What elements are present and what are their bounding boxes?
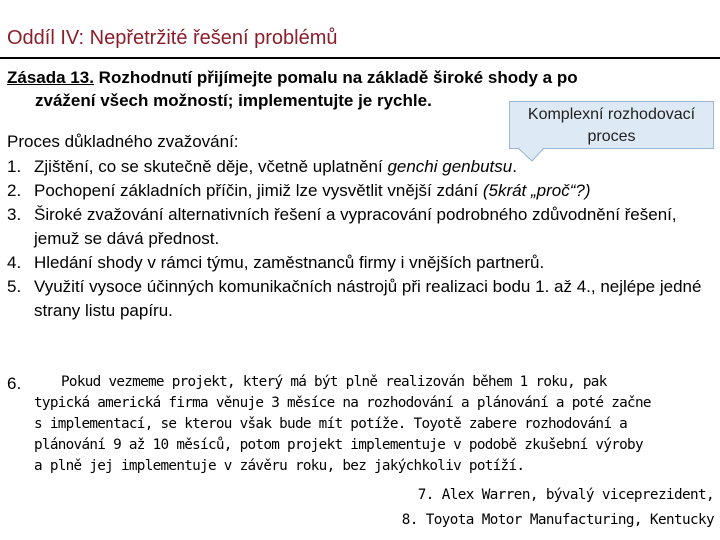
process-steps (7, 155, 712, 323)
step-number: 4. (7, 253, 22, 272)
step-number-6: 6. (7, 374, 22, 393)
principle-text-line2: zvážení všech možností; implementujte je rychle. (35, 91, 432, 110)
step-text-end: . (512, 157, 517, 176)
quote-line: s implementací, se kterou však bude mít potíže. Toyotě zabere rozhodování a (34, 416, 628, 432)
quote-line: typická americká firma věnuje 3 měsíce na rozhodování a plánování a poté začne (34, 395, 651, 411)
toyota-quote (34, 372, 714, 477)
callout-text-line2: proces (587, 128, 636, 145)
step-number: 1. (7, 157, 22, 176)
process-step (7, 275, 712, 323)
step-number: 3. (7, 205, 22, 224)
quote-line: a plně jej implementuje v závěru roku, bez jakýchkoliv potíží. (34, 458, 525, 474)
step-number: 2. (7, 181, 22, 200)
callout-text-line1: Komplexní rozhodovací (527, 106, 696, 123)
step-text: Využití vysoce účinných komunikačních nástrojů při realizaci bodu 1. až 4., nejlépe jedné strany listu papíru. (34, 277, 702, 320)
step-italic-term: genchi genbutsu (387, 157, 513, 176)
page-title: Oddíl IV: Nepřetržité řešení problémů (7, 27, 338, 49)
process-step (7, 203, 712, 251)
callout-box (509, 101, 714, 149)
process-step (7, 155, 712, 179)
step-number: 5. (7, 277, 22, 296)
process-step (7, 251, 712, 275)
step-text: Pochopení základních příčin, jimiž lze vysvětlit vnější zdání (34, 181, 483, 200)
attribution-line-8: 8. Toyota Motor Manufacturing, Kentucky (401, 512, 714, 528)
principle-label: Zásada 13. (7, 68, 94, 87)
quote-line: Pokud vezmeme projekt, který má být plně realizován během 1 roku, pak (61, 374, 607, 390)
process-step (7, 179, 712, 203)
process-intro: Proces důkladného zvažování: (7, 132, 239, 151)
step-text: Zjištění, co se skutečně děje, včetně uplatnění (34, 157, 388, 176)
step-italic-term: (5krát „proč“?) (482, 181, 591, 200)
callout-pointer-shape (518, 148, 548, 162)
step-text: Hledání shody v rámci týmu, zaměstnanců firmy i vnějších partnerů. (34, 253, 545, 272)
title-divider (0, 57, 720, 59)
quote-line: plánování 9 až 10 měsíců, potom projekt implementuje v podobě zkušební výroby (34, 437, 643, 453)
principle-text-line1: Rozhodnutí přijímejte pomalu na základě široké shody a po (93, 68, 578, 87)
attribution-line-7: 7. Alex Warren, bývalý viceprezident, (417, 487, 714, 503)
step-text: Široké zvažování alternativních řešení a vypracování podrobného zdůvodnění řešení, jemuž se dává přednost. (34, 205, 677, 248)
